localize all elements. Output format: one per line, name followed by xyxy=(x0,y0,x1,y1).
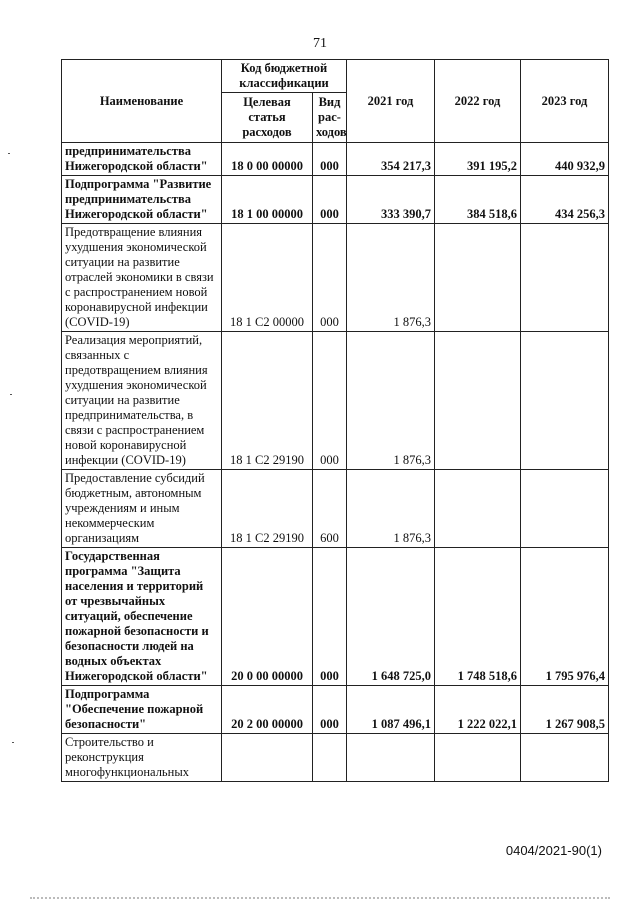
row-type: 000 xyxy=(313,548,347,686)
row-type: 000 xyxy=(313,176,347,224)
row-type: 000 xyxy=(313,224,347,332)
row-2022: 1 222 022,1 xyxy=(435,686,521,734)
row-name: предпринимательства Нижегородской области" xyxy=(62,143,222,176)
row-type: 000 xyxy=(313,332,347,470)
scan-edge-artifact xyxy=(30,897,610,899)
table-row xyxy=(62,734,609,782)
row-2021: 1 876,3 xyxy=(347,332,435,470)
row-name: Подпрограмма "Обеспечение пожарной безопасности" xyxy=(62,686,222,734)
row-2023: 434 256,3 xyxy=(521,176,609,224)
row-code: 18 1 00 00000 xyxy=(222,176,313,224)
row-type xyxy=(313,734,347,782)
row-2023: 1 267 908,5 xyxy=(521,686,609,734)
row-2021: 1 087 496,1 xyxy=(347,686,435,734)
table-row xyxy=(62,470,609,548)
row-2022 xyxy=(435,224,521,332)
row-code: 18 1 С2 29190 xyxy=(222,470,313,548)
table-row xyxy=(62,176,609,224)
row-2021: 1 648 725,0 xyxy=(347,548,435,686)
scan-mark xyxy=(12,742,14,743)
row-2023: 1 795 976,4 xyxy=(521,548,609,686)
row-2021: 354 217,3 xyxy=(347,143,435,176)
table-row xyxy=(62,143,609,176)
row-2023 xyxy=(521,734,609,782)
row-2022: 391 195,2 xyxy=(435,143,521,176)
row-name: Подпрограмма "Развитие предпринимательства Нижегородской области" xyxy=(62,176,222,224)
row-2023 xyxy=(521,470,609,548)
row-2023 xyxy=(521,224,609,332)
table-row xyxy=(62,548,609,686)
row-2022: 1 748 518,6 xyxy=(435,548,521,686)
row-2023 xyxy=(521,332,609,470)
header-year-2021: 2021 год xyxy=(347,60,435,143)
table-row xyxy=(62,332,609,470)
row-code: 18 1 С2 29190 xyxy=(222,332,313,470)
page-number: 71 xyxy=(313,36,327,51)
header-year-2022: 2022 год xyxy=(435,60,521,143)
header-name: Наименование xyxy=(62,60,222,143)
row-name: Реализация мероприятий, связанных с предотвращением влияния ухудшения экономической ситуации на развитие предпринимательства, в связи с распространением новой коронавирусной инфекции (COVID-19) xyxy=(62,332,222,470)
header-budget-code: Код бюджетной классификации xyxy=(222,60,347,93)
header-expense-type: Вид рас-ходов xyxy=(313,93,347,143)
header-target-item: Целевая статья расходов xyxy=(222,93,313,143)
scan-mark xyxy=(8,153,10,154)
row-code: 20 2 00 00000 xyxy=(222,686,313,734)
scan-mark xyxy=(10,394,12,395)
row-name: Строительство и реконструкция многофункциональных xyxy=(62,734,222,782)
document-id: 0404/2021-90(1) xyxy=(505,843,602,858)
row-code: 20 0 00 00000 xyxy=(222,548,313,686)
row-name: Предоставление субсидий бюджетным, автономным учреждениям и иным некоммерческим организациям xyxy=(62,470,222,548)
row-2022 xyxy=(435,734,521,782)
row-2022: 384 518,6 xyxy=(435,176,521,224)
row-type: 000 xyxy=(313,686,347,734)
row-2021 xyxy=(347,734,435,782)
row-2021: 333 390,7 xyxy=(347,176,435,224)
header-year-2023: 2023 год xyxy=(521,60,609,143)
row-type: 600 xyxy=(313,470,347,548)
row-code: 18 1 С2 00000 xyxy=(222,224,313,332)
row-2021: 1 876,3 xyxy=(347,470,435,548)
row-name: Государственная программа "Защита населения и территорий от чрезвычайных ситуаций, обеспечение пожарной безопасности и безопасности людей на водных объектах Нижегородской области" xyxy=(62,548,222,686)
row-2022 xyxy=(435,470,521,548)
row-type: 000 xyxy=(313,143,347,176)
row-name: Предотвращение влияния ухудшения экономической ситуации на развитие отраслей экономики в связи с распространением новой коронавирусной инфекции (COVID-19) xyxy=(62,224,222,332)
row-2022 xyxy=(435,332,521,470)
table-row xyxy=(62,224,609,332)
row-code: 18 0 00 00000 xyxy=(222,143,313,176)
table-row xyxy=(62,686,609,734)
budget-table xyxy=(61,59,609,782)
row-code xyxy=(222,734,313,782)
row-2021: 1 876,3 xyxy=(347,224,435,332)
row-2023: 440 932,9 xyxy=(521,143,609,176)
